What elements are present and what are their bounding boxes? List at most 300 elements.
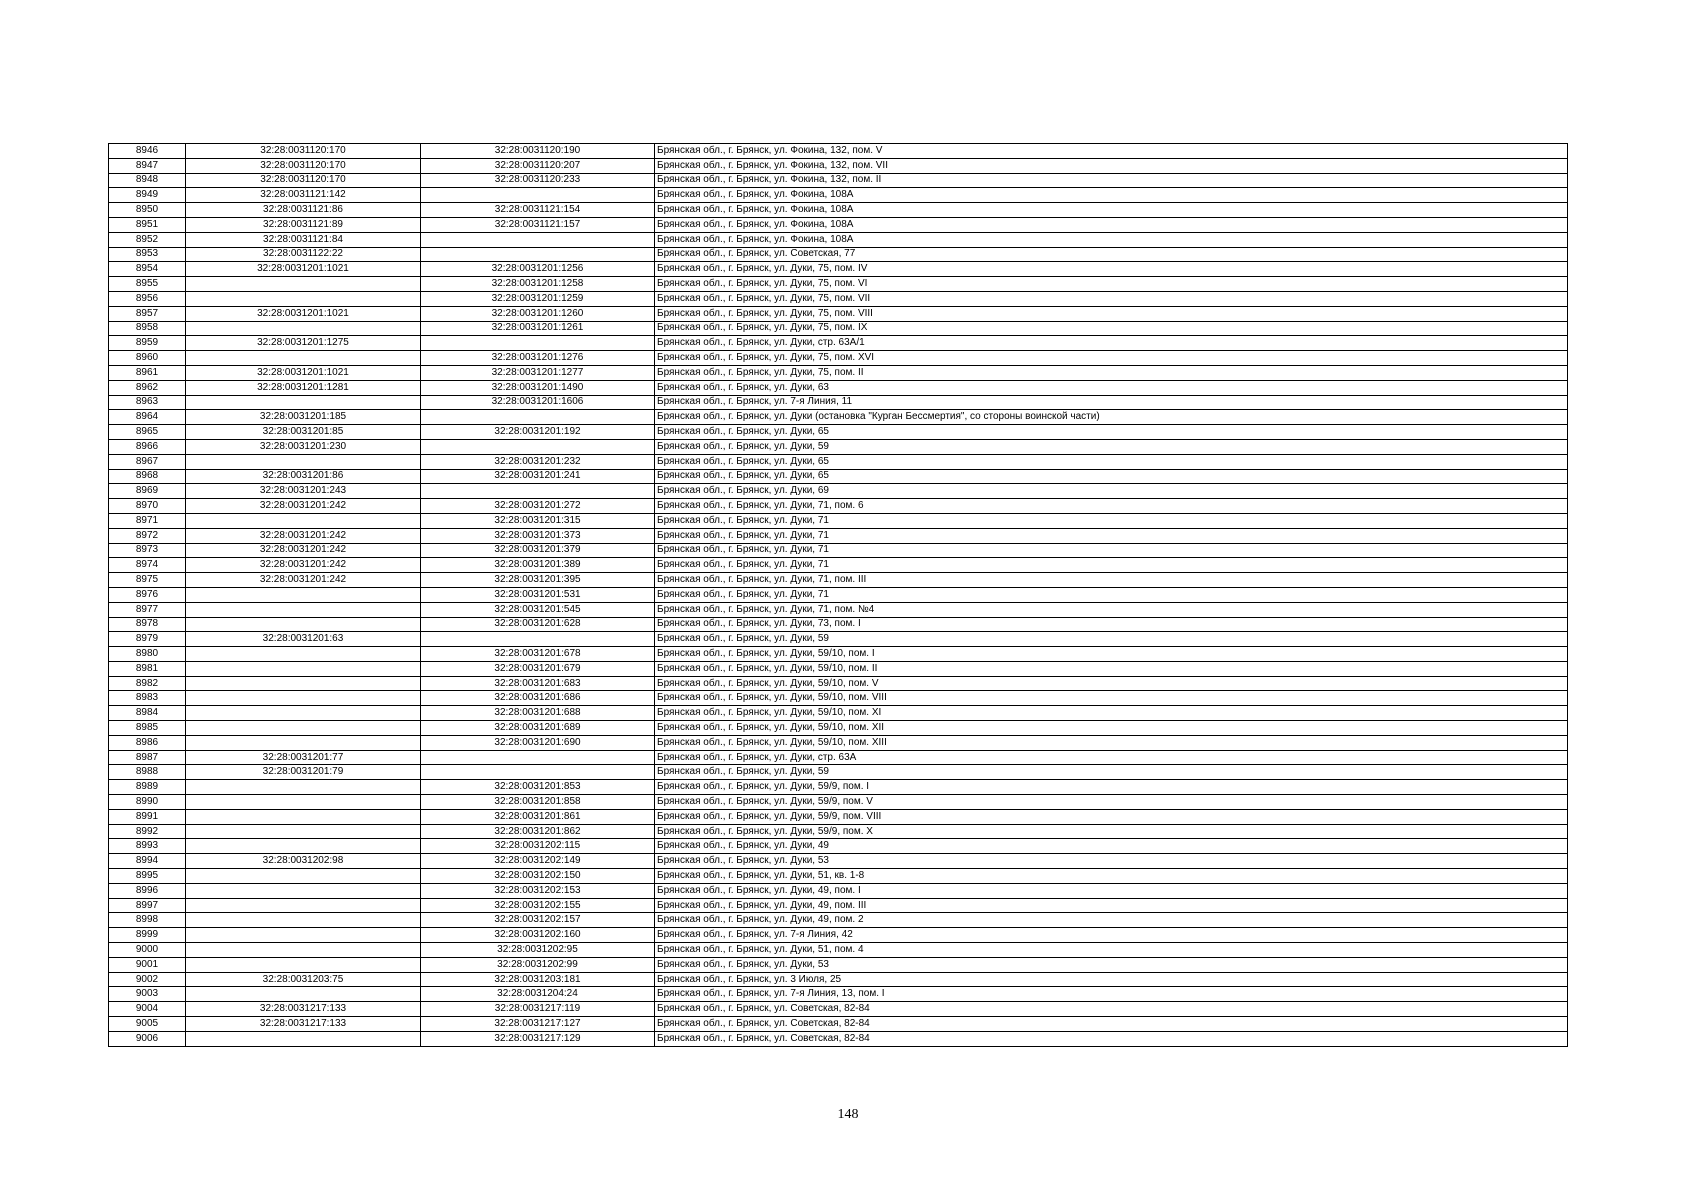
table-row	[109, 809, 1568, 824]
object-cadastral-number-cell: 32:28:0031217:119	[421, 1002, 655, 1017]
object-cadastral-number-cell: 32:28:0031201:688	[421, 706, 655, 721]
object-cadastral-number-cell	[421, 336, 655, 351]
address-cell: Брянская обл., г. Брянск, ул. Советская, 82-84	[655, 1002, 1568, 1017]
row-number-cell: 8992	[109, 824, 186, 839]
address-cell: Брянская обл., г. Брянск, ул. Дуки, 59/10, пом. II	[655, 661, 1568, 676]
object-cadastral-number-cell: 32:28:0031217:127	[421, 1017, 655, 1032]
address-cell: Брянская обл., г. Брянск, ул. Дуки, 59	[655, 632, 1568, 647]
address-cell: Брянская обл., г. Брянск, ул. Дуки, 75, пом. II	[655, 365, 1568, 380]
row-number-cell: 9003	[109, 987, 186, 1002]
object-cadastral-number-cell: 32:28:0031201:395	[421, 573, 655, 588]
row-number-cell: 9005	[109, 1017, 186, 1032]
row-number-cell: 8993	[109, 839, 186, 854]
table-row	[109, 158, 1568, 173]
table-row	[109, 957, 1568, 972]
row-number-cell: 8947	[109, 158, 186, 173]
row-number-cell: 8975	[109, 573, 186, 588]
cadastral-number-cell: 32:28:0031201:243	[186, 484, 421, 499]
cadastral-number-cell	[186, 839, 421, 854]
table-row	[109, 558, 1568, 573]
cadastral-number-cell: 32:28:0031120:170	[186, 144, 421, 159]
address-cell: Брянская обл., г. Брянск, ул. Дуки, 49	[655, 839, 1568, 854]
table-row	[109, 247, 1568, 262]
table-row	[109, 513, 1568, 528]
table-row	[109, 1031, 1568, 1046]
row-number-cell: 8973	[109, 543, 186, 558]
cadastral-number-cell: 32:28:0031201:1021	[186, 306, 421, 321]
address-cell: Брянская обл., г. Брянск, ул. Дуки, 71, пом. III	[655, 573, 1568, 588]
address-cell: Брянская обл., г. Брянск, ул. Фокина, 132, пом. II	[655, 173, 1568, 188]
table-row	[109, 869, 1568, 884]
object-cadastral-number-cell: 32:28:0031202:149	[421, 854, 655, 869]
address-cell: Брянская обл., г. Брянск, ул. Дуки, 59/9, пом. VIII	[655, 809, 1568, 824]
object-cadastral-number-cell: 32:28:0031201:686	[421, 691, 655, 706]
object-cadastral-number-cell	[421, 439, 655, 454]
row-number-cell: 8986	[109, 735, 186, 750]
table-row	[109, 262, 1568, 277]
address-cell: Брянская обл., г. Брянск, ул. Дуки, 59/10, пом. XI	[655, 706, 1568, 721]
cadastral-number-cell	[186, 780, 421, 795]
table-row	[109, 854, 1568, 869]
cadastral-number-cell: 32:28:0031201:85	[186, 425, 421, 440]
table-row	[109, 617, 1568, 632]
object-cadastral-number-cell: 32:28:0031201:1256	[421, 262, 655, 277]
object-cadastral-number-cell: 32:28:0031201:531	[421, 587, 655, 602]
row-number-cell: 8965	[109, 425, 186, 440]
table-row	[109, 706, 1568, 721]
table-row	[109, 735, 1568, 750]
object-cadastral-number-cell	[421, 765, 655, 780]
cadastral-number-cell	[186, 395, 421, 410]
table-row	[109, 410, 1568, 425]
table-row	[109, 203, 1568, 218]
row-number-cell: 8958	[109, 321, 186, 336]
row-number-cell: 8961	[109, 365, 186, 380]
object-cadastral-number-cell	[421, 410, 655, 425]
address-cell: Брянская обл., г. Брянск, ул. Советская, 82-84	[655, 1017, 1568, 1032]
object-cadastral-number-cell: 32:28:0031202:157	[421, 913, 655, 928]
row-number-cell: 9002	[109, 972, 186, 987]
row-number-cell: 8988	[109, 765, 186, 780]
row-number-cell: 8959	[109, 336, 186, 351]
table-row	[109, 144, 1568, 159]
row-number-cell: 8972	[109, 528, 186, 543]
cadastral-number-cell: 32:28:0031122:22	[186, 247, 421, 262]
cadastral-number-cell	[186, 291, 421, 306]
object-cadastral-number-cell: 32:28:0031204:24	[421, 987, 655, 1002]
address-cell: Брянская обл., г. Брянск, ул. Дуки, 75, пом. VI	[655, 277, 1568, 292]
object-cadastral-number-cell: 32:28:0031202:95	[421, 943, 655, 958]
row-number-cell: 8967	[109, 454, 186, 469]
row-number-cell: 8999	[109, 928, 186, 943]
address-cell: Брянская обл., г. Брянск, ул. Дуки, 49, пом. I	[655, 883, 1568, 898]
table-row	[109, 928, 1568, 943]
row-number-cell: 8968	[109, 469, 186, 484]
object-cadastral-number-cell: 32:28:0031201:628	[421, 617, 655, 632]
table-row	[109, 321, 1568, 336]
table-row	[109, 839, 1568, 854]
table-row	[109, 972, 1568, 987]
cadastral-number-cell	[186, 898, 421, 913]
table-row	[109, 647, 1568, 662]
object-cadastral-number-cell: 32:28:0031202:150	[421, 869, 655, 884]
address-cell: Брянская обл., г. Брянск, ул. Дуки, 59/9, пом. V	[655, 795, 1568, 810]
object-cadastral-number-cell: 32:28:0031120:233	[421, 173, 655, 188]
address-cell: Брянская обл., г. Брянск, ул. Дуки, 51, кв. 1-8	[655, 869, 1568, 884]
address-cell: Брянская обл., г. Брянск, ул. Дуки, 65	[655, 454, 1568, 469]
object-cadastral-number-cell: 32:28:0031201:678	[421, 647, 655, 662]
table-row	[109, 425, 1568, 440]
address-cell: Брянская обл., г. Брянск, ул. Дуки, 71	[655, 513, 1568, 528]
table-row	[109, 883, 1568, 898]
row-number-cell: 8966	[109, 439, 186, 454]
object-cadastral-number-cell: 32:28:0031201:853	[421, 780, 655, 795]
cadastral-number-cell	[186, 513, 421, 528]
table-row	[109, 824, 1568, 839]
cadastral-number-cell	[186, 676, 421, 691]
object-cadastral-number-cell: 32:28:0031201:1258	[421, 277, 655, 292]
cadastral-number-cell: 32:28:0031217:133	[186, 1017, 421, 1032]
cadastral-number-cell	[186, 1031, 421, 1046]
address-cell: Брянская обл., г. Брянск, ул. 7-я Линия, 11	[655, 395, 1568, 410]
row-number-cell: 8985	[109, 721, 186, 736]
row-number-cell: 8954	[109, 262, 186, 277]
address-cell: Брянская обл., г. Брянск, ул. Фокина, 132, пом. VII	[655, 158, 1568, 173]
row-number-cell: 8951	[109, 217, 186, 232]
object-cadastral-number-cell: 32:28:0031202:153	[421, 883, 655, 898]
row-number-cell: 8998	[109, 913, 186, 928]
table-row	[109, 395, 1568, 410]
object-cadastral-number-cell: 32:28:0031202:155	[421, 898, 655, 913]
page-number: 148	[837, 1107, 859, 1122]
address-cell: Брянская обл., г. Брянск, ул. 7-я Линия, 13, пом. I	[655, 987, 1568, 1002]
row-number-cell: 8983	[109, 691, 186, 706]
object-cadastral-number-cell: 32:28:0031201:862	[421, 824, 655, 839]
cadastral-number-cell	[186, 735, 421, 750]
cadastral-number-cell	[186, 277, 421, 292]
table-row	[109, 795, 1568, 810]
row-number-cell: 8995	[109, 869, 186, 884]
row-number-cell: 8989	[109, 780, 186, 795]
register-table-body	[109, 144, 1568, 1047]
cadastral-number-cell	[186, 987, 421, 1002]
cadastral-number-cell: 32:28:0031121:142	[186, 188, 421, 203]
row-number-cell: 8950	[109, 203, 186, 218]
object-cadastral-number-cell: 32:28:0031120:190	[421, 144, 655, 159]
table-row	[109, 365, 1568, 380]
row-number-cell: 8962	[109, 380, 186, 395]
address-cell: Брянская обл., г. Брянск, ул. 3 Июля, 25	[655, 972, 1568, 987]
row-number-cell: 8952	[109, 232, 186, 247]
row-number-cell: 8976	[109, 587, 186, 602]
address-cell: Брянская обл., г. Брянск, ул. 7-я Линия, 42	[655, 928, 1568, 943]
table-row	[109, 232, 1568, 247]
table-row	[109, 898, 1568, 913]
cadastral-number-cell: 32:28:0031201:77	[186, 750, 421, 765]
row-number-cell: 9006	[109, 1031, 186, 1046]
row-number-cell: 8981	[109, 661, 186, 676]
row-number-cell: 8957	[109, 306, 186, 321]
cadastral-number-cell	[186, 928, 421, 943]
row-number-cell: 8978	[109, 617, 186, 632]
object-cadastral-number-cell: 32:28:0031202:115	[421, 839, 655, 854]
object-cadastral-number-cell: 32:28:0031201:241	[421, 469, 655, 484]
table-row	[109, 913, 1568, 928]
object-cadastral-number-cell: 32:28:0031201:861	[421, 809, 655, 824]
address-cell: Брянская обл., г. Брянск, ул. Дуки, 69	[655, 484, 1568, 499]
table-row	[109, 188, 1568, 203]
row-number-cell: 8969	[109, 484, 186, 499]
cadastral-number-cell: 32:28:0031201:1275	[186, 336, 421, 351]
cadastral-number-cell: 32:28:0031121:84	[186, 232, 421, 247]
row-number-cell: 9001	[109, 957, 186, 972]
address-cell: Брянская обл., г. Брянск, ул. Дуки, 71	[655, 558, 1568, 573]
row-number-cell: 8980	[109, 647, 186, 662]
address-cell: Брянская обл., г. Брянск, ул. Дуки, 71	[655, 587, 1568, 602]
address-cell: Брянская обл., г. Брянск, ул. Дуки, 71, пом. №4	[655, 602, 1568, 617]
object-cadastral-number-cell: 32:28:0031201:683	[421, 676, 655, 691]
object-cadastral-number-cell: 32:28:0031201:858	[421, 795, 655, 810]
row-number-cell: 8953	[109, 247, 186, 262]
row-number-cell: 8996	[109, 883, 186, 898]
row-number-cell: 9004	[109, 1002, 186, 1017]
table-row	[109, 439, 1568, 454]
table-row	[109, 1002, 1568, 1017]
cadastral-number-cell	[186, 721, 421, 736]
cadastral-number-cell: 32:28:0031201:242	[186, 528, 421, 543]
table-row	[109, 587, 1568, 602]
table-row	[109, 661, 1568, 676]
address-cell: Брянская обл., г. Брянск, ул. Дуки, 59	[655, 439, 1568, 454]
address-cell: Брянская обл., г. Брянск, ул. Фокина, 108А	[655, 203, 1568, 218]
address-cell: Брянская обл., г. Брянск, ул. Дуки, 73, пом. I	[655, 617, 1568, 632]
cadastral-number-cell	[186, 351, 421, 366]
object-cadastral-number-cell: 32:28:0031201:1276	[421, 351, 655, 366]
row-number-cell: 8963	[109, 395, 186, 410]
address-cell: Брянская обл., г. Брянск, ул. Фокина, 108А	[655, 188, 1568, 203]
address-cell: Брянская обл., г. Брянск, ул. Советская, 82-84	[655, 1031, 1568, 1046]
row-number-cell: 8949	[109, 188, 186, 203]
address-cell: Брянская обл., г. Брянск, ул. Дуки, 59/10, пом. V	[655, 676, 1568, 691]
cadastral-number-cell: 32:28:0031121:86	[186, 203, 421, 218]
cadastral-number-cell	[186, 883, 421, 898]
row-number-cell: 8984	[109, 706, 186, 721]
cadastral-number-cell	[186, 661, 421, 676]
register-table	[108, 143, 1568, 1047]
address-cell: Брянская обл., г. Брянск, ул. Фокина, 108А	[655, 232, 1568, 247]
cadastral-number-cell	[186, 957, 421, 972]
table-row	[109, 499, 1568, 514]
table-row	[109, 943, 1568, 958]
object-cadastral-number-cell: 32:28:0031202:99	[421, 957, 655, 972]
cadastral-number-cell: 32:28:0031201:1021	[186, 262, 421, 277]
object-cadastral-number-cell: 32:28:0031201:690	[421, 735, 655, 750]
address-cell: Брянская обл., г. Брянск, ул. Дуки, стр. 63А/1	[655, 336, 1568, 351]
table-row	[109, 1017, 1568, 1032]
row-number-cell: 8971	[109, 513, 186, 528]
address-cell: Брянская обл., г. Брянск, ул. Дуки, 49, пом. III	[655, 898, 1568, 913]
object-cadastral-number-cell: 32:28:0031201:1490	[421, 380, 655, 395]
address-cell: Брянская обл., г. Брянск, ул. Дуки, 53	[655, 957, 1568, 972]
table-row	[109, 469, 1568, 484]
table-row	[109, 454, 1568, 469]
cadastral-number-cell: 32:28:0031201:63	[186, 632, 421, 647]
object-cadastral-number-cell: 32:28:0031217:129	[421, 1031, 655, 1046]
address-cell: Брянская обл., г. Брянск, ул. Фокина, 132, пом. V	[655, 144, 1568, 159]
object-cadastral-number-cell: 32:28:0031201:232	[421, 454, 655, 469]
object-cadastral-number-cell: 32:28:0031201:689	[421, 721, 655, 736]
address-cell: Брянская обл., г. Брянск, ул. Дуки, 75, пом. IV	[655, 262, 1568, 277]
address-cell: Брянская обл., г. Брянск, ул. Дуки, 71	[655, 528, 1568, 543]
cadastral-number-cell	[186, 647, 421, 662]
cadastral-number-cell: 32:28:0031201:242	[186, 558, 421, 573]
cadastral-number-cell	[186, 617, 421, 632]
object-cadastral-number-cell: 32:28:0031201:389	[421, 558, 655, 573]
table-row	[109, 602, 1568, 617]
table-row	[109, 765, 1568, 780]
address-cell: Брянская обл., г. Брянск, ул. Дуки, 51, пом. 4	[655, 943, 1568, 958]
cadastral-number-cell	[186, 824, 421, 839]
row-number-cell: 8970	[109, 499, 186, 514]
table-row	[109, 306, 1568, 321]
address-cell: Брянская обл., г. Брянск, ул. Дуки, 75, пом. XVI	[655, 351, 1568, 366]
row-number-cell: 8955	[109, 277, 186, 292]
row-number-cell: 8987	[109, 750, 186, 765]
cadastral-number-cell	[186, 913, 421, 928]
address-cell: Брянская обл., г. Брянск, ул. Дуки, 59/9, пом. X	[655, 824, 1568, 839]
object-cadastral-number-cell: 32:28:0031201:373	[421, 528, 655, 543]
address-cell: Брянская обл., г. Брянск, ул. Дуки, 59	[655, 765, 1568, 780]
table-row	[109, 632, 1568, 647]
row-number-cell: 8991	[109, 809, 186, 824]
address-cell: Брянская обл., г. Брянск, ул. Дуки, стр. 63А	[655, 750, 1568, 765]
row-number-cell: 8964	[109, 410, 186, 425]
table-row	[109, 780, 1568, 795]
address-cell: Брянская обл., г. Брянск, ул. Дуки, 59/10, пом. XII	[655, 721, 1568, 736]
cadastral-number-cell	[186, 943, 421, 958]
object-cadastral-number-cell: 32:28:0031201:1261	[421, 321, 655, 336]
cadastral-number-cell	[186, 454, 421, 469]
table-row	[109, 277, 1568, 292]
table-row	[109, 528, 1568, 543]
address-cell: Брянская обл., г. Брянск, ул. Дуки, 71, пом. 6	[655, 499, 1568, 514]
address-cell: Брянская обл., г. Брянск, ул. Дуки, 65	[655, 425, 1568, 440]
table-row	[109, 351, 1568, 366]
object-cadastral-number-cell: 32:28:0031201:679	[421, 661, 655, 676]
address-cell: Брянская обл., г. Брянск, ул. Советская, 77	[655, 247, 1568, 262]
address-cell: Брянская обл., г. Брянск, ул. Дуки, 71	[655, 543, 1568, 558]
address-cell: Брянская обл., г. Брянск, ул. Дуки, 49, пом. 2	[655, 913, 1568, 928]
row-number-cell: 8960	[109, 351, 186, 366]
cadastral-number-cell	[186, 602, 421, 617]
cadastral-number-cell: 32:28:0031201:86	[186, 469, 421, 484]
cadastral-number-cell	[186, 587, 421, 602]
cadastral-number-cell	[186, 869, 421, 884]
row-number-cell: 8982	[109, 676, 186, 691]
object-cadastral-number-cell: 32:28:0031203:181	[421, 972, 655, 987]
cadastral-number-cell: 32:28:0031120:170	[186, 173, 421, 188]
cadastral-number-cell: 32:28:0031201:185	[186, 410, 421, 425]
object-cadastral-number-cell	[421, 484, 655, 499]
table-row	[109, 543, 1568, 558]
table-row	[109, 721, 1568, 736]
row-number-cell: 8977	[109, 602, 186, 617]
object-cadastral-number-cell: 32:28:0031201:545	[421, 602, 655, 617]
row-number-cell: 8974	[109, 558, 186, 573]
cadastral-number-cell: 32:28:0031217:133	[186, 1002, 421, 1017]
cadastral-number-cell: 32:28:0031201:1021	[186, 365, 421, 380]
object-cadastral-number-cell: 32:28:0031201:1606	[421, 395, 655, 410]
address-cell: Брянская обл., г. Брянск, ул. Дуки, 75, пом. VIII	[655, 306, 1568, 321]
row-number-cell: 8948	[109, 173, 186, 188]
cadastral-number-cell: 32:28:0031120:170	[186, 158, 421, 173]
address-cell: Брянская обл., г. Брянск, ул. Дуки, 75, пом. IX	[655, 321, 1568, 336]
row-number-cell: 9000	[109, 943, 186, 958]
object-cadastral-number-cell	[421, 247, 655, 262]
address-cell: Брянская обл., г. Брянск, ул. Дуки, 59/9, пом. I	[655, 780, 1568, 795]
object-cadastral-number-cell: 32:28:0031201:272	[421, 499, 655, 514]
object-cadastral-number-cell: 32:28:0031201:1277	[421, 365, 655, 380]
cadastral-number-cell: 32:28:0031201:242	[186, 499, 421, 514]
table-row	[109, 173, 1568, 188]
row-number-cell: 8956	[109, 291, 186, 306]
object-cadastral-number-cell: 32:28:0031121:157	[421, 217, 655, 232]
address-cell: Брянская обл., г. Брянск, ул. Дуки, 59/10, пом. I	[655, 647, 1568, 662]
cadastral-number-cell: 32:28:0031201:230	[186, 439, 421, 454]
table-row	[109, 573, 1568, 588]
table-row	[109, 217, 1568, 232]
table-row	[109, 750, 1568, 765]
address-cell: Брянская обл., г. Брянск, ул. Дуки, 53	[655, 854, 1568, 869]
table-row	[109, 291, 1568, 306]
object-cadastral-number-cell: 32:28:0031202:160	[421, 928, 655, 943]
table-row	[109, 676, 1568, 691]
row-number-cell: 8946	[109, 144, 186, 159]
table-row	[109, 336, 1568, 351]
object-cadastral-number-cell	[421, 750, 655, 765]
table-row	[109, 691, 1568, 706]
cadastral-number-cell	[186, 321, 421, 336]
cadastral-number-cell: 32:28:0031202:98	[186, 854, 421, 869]
cadastral-number-cell	[186, 706, 421, 721]
object-cadastral-number-cell: 32:28:0031201:315	[421, 513, 655, 528]
address-cell: Брянская обл., г. Брянск, ул. Дуки, 75, пом. VII	[655, 291, 1568, 306]
row-number-cell: 8979	[109, 632, 186, 647]
address-cell: Брянская обл., г. Брянск, ул. Дуки, 59/10, пом. XIII	[655, 735, 1568, 750]
cadastral-number-cell: 32:28:0031201:242	[186, 573, 421, 588]
object-cadastral-number-cell: 32:28:0031201:1260	[421, 306, 655, 321]
object-cadastral-number-cell	[421, 188, 655, 203]
table-row	[109, 987, 1568, 1002]
object-cadastral-number-cell: 32:28:0031121:154	[421, 203, 655, 218]
row-number-cell: 8990	[109, 795, 186, 810]
cadastral-number-cell: 32:28:0031201:1281	[186, 380, 421, 395]
address-cell: Брянская обл., г. Брянск, ул. Дуки, 63	[655, 380, 1568, 395]
cadastral-number-cell: 32:28:0031201:79	[186, 765, 421, 780]
row-number-cell: 8997	[109, 898, 186, 913]
address-cell: Брянская обл., г. Брянск, ул. Дуки, 65	[655, 469, 1568, 484]
address-cell: Брянская обл., г. Брянск, ул. Дуки, 59/10, пом. VIII	[655, 691, 1568, 706]
object-cadastral-number-cell: 32:28:0031120:207	[421, 158, 655, 173]
cadastral-number-cell: 32:28:0031203:75	[186, 972, 421, 987]
object-cadastral-number-cell: 32:28:0031201:192	[421, 425, 655, 440]
table-row	[109, 380, 1568, 395]
cadastral-number-cell	[186, 795, 421, 810]
cadastral-number-cell	[186, 691, 421, 706]
object-cadastral-number-cell	[421, 232, 655, 247]
object-cadastral-number-cell	[421, 632, 655, 647]
cadastral-number-cell	[186, 809, 421, 824]
